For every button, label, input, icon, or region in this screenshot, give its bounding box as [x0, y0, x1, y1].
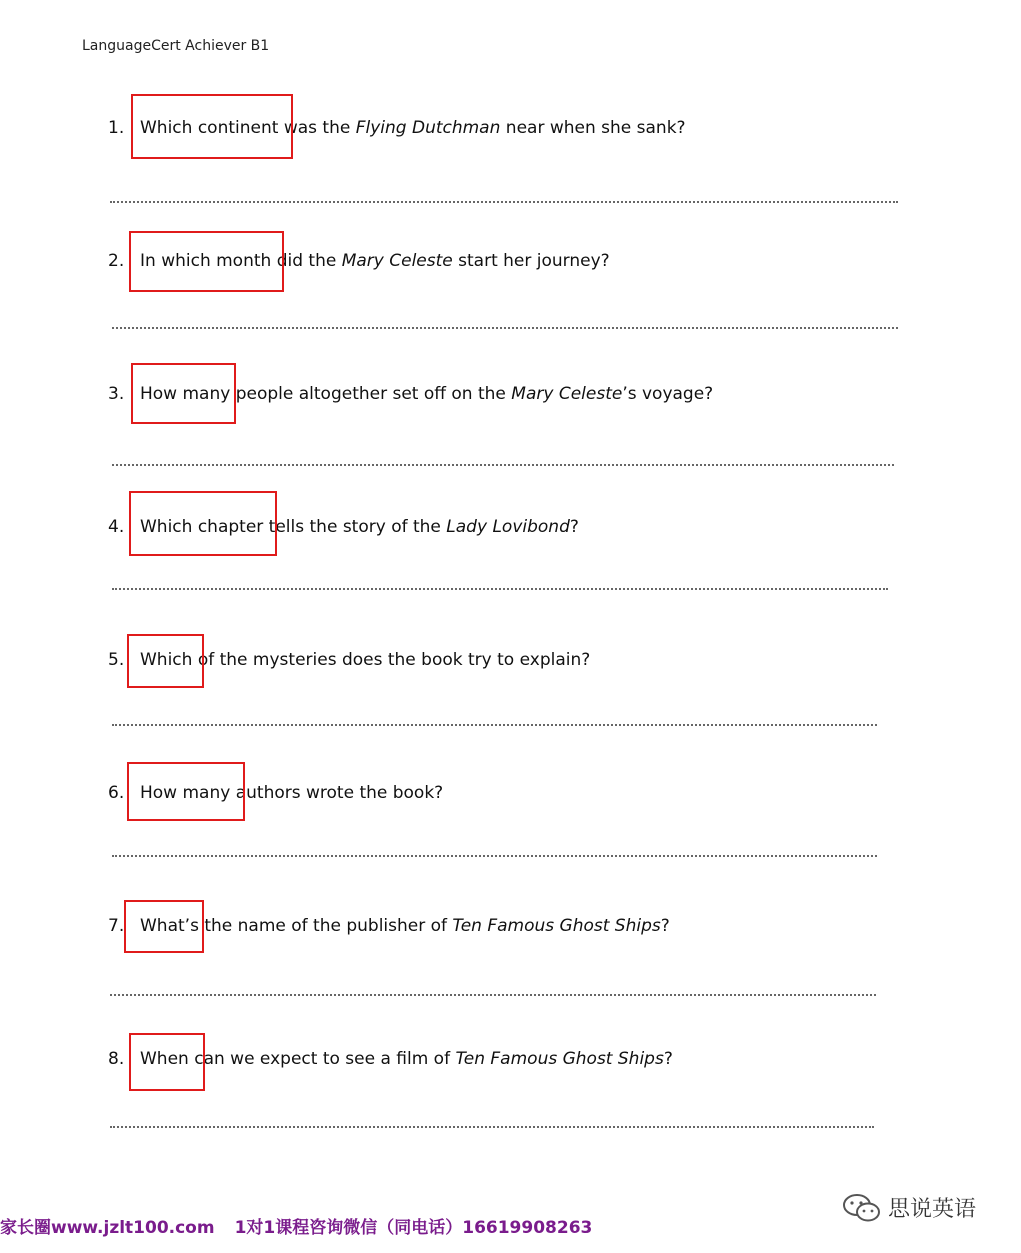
question-text: Which of the mysteries does the book try to explain?	[140, 650, 591, 670]
answer-line-2[interactable]	[112, 327, 898, 329]
footer-brand-name: 思说英语	[888, 1197, 977, 1222]
highlight-box-1	[131, 94, 293, 159]
question-text: When can we expect to see a film of Ten Famous Ghost Ships?	[140, 1049, 673, 1069]
footer-contact: 1对1课程咨询微信（同电话）16619908263	[234, 1218, 593, 1238]
wechat-icon	[842, 1193, 882, 1223]
highlight-box-3	[131, 363, 236, 424]
question-number: 2.	[108, 251, 125, 271]
answer-line-8[interactable]	[110, 1126, 874, 1128]
footer-watermark	[0, 1213, 592, 1238]
answer-line-6[interactable]	[112, 855, 877, 857]
question-number: 5.	[108, 650, 125, 670]
footer-brand	[842, 1192, 976, 1223]
question-text: In which month did the Mary Celeste start her journey?	[140, 251, 610, 271]
answer-line-3[interactable]	[112, 464, 894, 466]
page-header: LanguageCert Achiever B1	[82, 38, 270, 54]
question-text: Which continent was the Flying Dutchman near when she sank?	[140, 118, 686, 138]
question-text: What’s the name of the publisher of Ten Famous Ghost Ships?	[140, 916, 670, 936]
answer-line-1[interactable]	[110, 201, 898, 203]
question-number: 1.	[108, 118, 125, 138]
highlight-box-8	[129, 1033, 205, 1091]
question-text: How many people altogether set off on the Mary Celeste’s voyage?	[140, 384, 714, 404]
answer-line-5[interactable]	[112, 724, 877, 726]
question-number: 3.	[108, 384, 125, 404]
question-number: 8.	[108, 1049, 125, 1069]
question-text: Which chapter tells the story of the Lady Lovibond?	[140, 517, 579, 537]
question-number: 7.	[108, 916, 125, 936]
highlight-box-5	[127, 634, 204, 688]
highlight-box-6	[127, 762, 245, 821]
question-text: How many authors wrote the book?	[140, 783, 444, 803]
answer-line-7[interactable]	[110, 994, 876, 996]
highlight-box-2	[129, 231, 284, 292]
answer-line-4[interactable]	[112, 588, 888, 590]
highlight-box-4	[129, 491, 277, 556]
highlight-box-7	[124, 900, 204, 953]
footer-site[interactable]: 家长圈www.jzlt100.com	[0, 1218, 215, 1238]
question-number: 6.	[108, 783, 125, 803]
question-number: 4.	[108, 517, 125, 537]
